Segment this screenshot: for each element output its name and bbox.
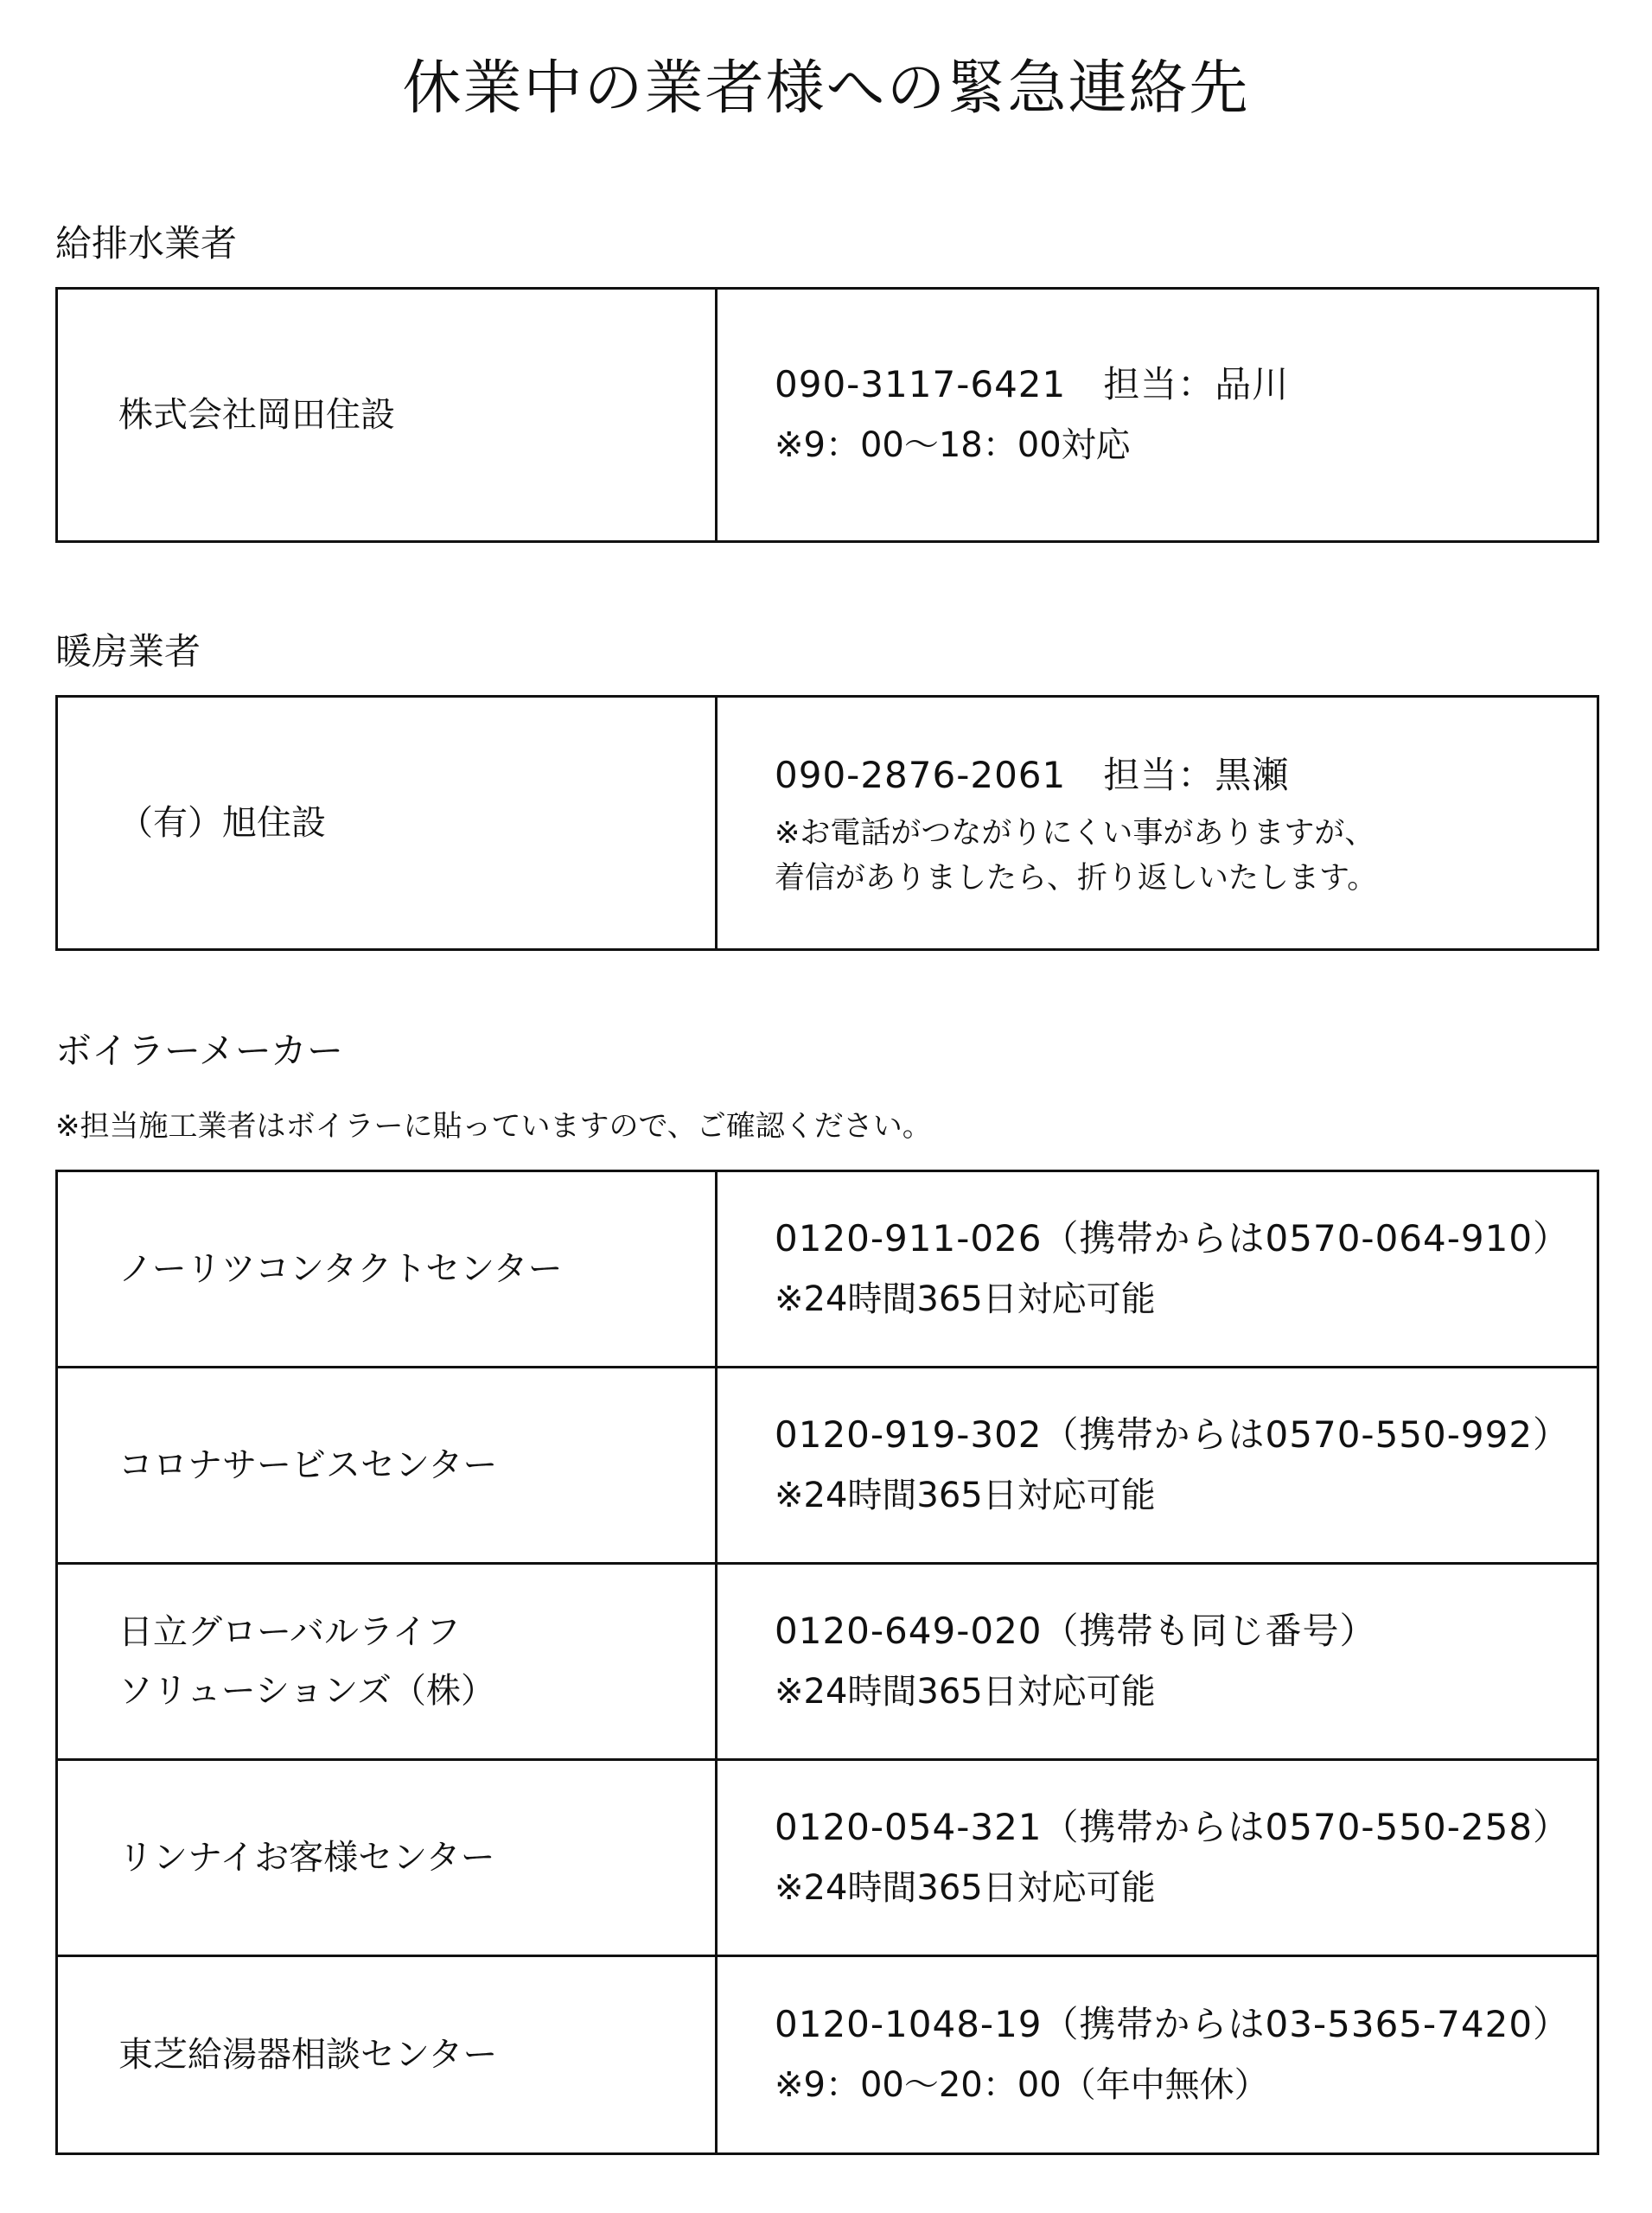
contact-name-cell — [57, 1956, 717, 2154]
contact-note: ※24時間365日対応可能 — [775, 1672, 1156, 1712]
table-row — [57, 289, 1598, 542]
contact-name: リンナイお客様センター — [118, 1838, 495, 1878]
contact-name-cell — [57, 697, 717, 950]
contact-info-cell — [717, 1956, 1598, 2154]
contact-info-cell — [717, 1368, 1598, 1564]
contact-info-cell — [717, 1760, 1598, 1956]
contact-phone: 0120-649-020（携帯も同じ番号） — [775, 1610, 1377, 1652]
contact-phone: 0120-919-302（携帯からは0570-550-992） — [775, 1413, 1571, 1456]
contact-phone: 090-2876-2061 担当：黒瀬 — [775, 754, 1290, 796]
contact-phone: 0120-911-026（携帯からは0570-064-910） — [775, 1217, 1571, 1260]
contact-name-cell — [57, 289, 717, 542]
contact-name-cell — [57, 1760, 717, 1956]
contact-info-cell — [717, 1171, 1598, 1368]
contact-name-line-1: 日立グローバルライフ — [118, 1612, 461, 1652]
contact-note: ※24時間365日対応可能 — [775, 1868, 1156, 1908]
contact-phone: 0120-1048-19（携帯からは03-5365-7420） — [775, 2003, 1571, 2045]
contact-note: ※24時間365日対応可能 — [775, 1476, 1156, 1515]
boiler-contact-table — [55, 1170, 1599, 2155]
contact-note: ※9：00〜20：00（年中無休） — [775, 2065, 1269, 2105]
contact-phone: 0120-054-321（携帯からは0570-550-258） — [775, 1806, 1571, 1848]
contact-info-cell — [717, 1564, 1598, 1760]
contact-name-cell — [57, 1171, 717, 1368]
contact-name: コロナサービスセンター — [118, 1445, 498, 1485]
contact-name: 東芝給湯器相談センター — [118, 2035, 498, 2075]
contact-name: ノーリツコンタクトセンター — [118, 1249, 563, 1289]
contact-note: ※24時間365日対応可能 — [775, 1279, 1156, 1319]
table-row — [57, 1760, 1598, 1956]
contact-note-line-1: ※お電話がつながりにくい事がありますが、 — [775, 816, 1375, 851]
contact-note-line-2: 着信がありましたら、折り返しいたします。 — [775, 861, 1378, 896]
contact-name: 株式会社岡田住設 — [118, 395, 395, 435]
table-row — [57, 1171, 1598, 1368]
contact-name: （有）旭住設 — [118, 803, 326, 843]
section-heading-plumbing: 給排水業者 — [55, 222, 238, 265]
table-row — [57, 1368, 1598, 1564]
contact-name-line-2: ソリューションズ（株） — [118, 1671, 495, 1711]
contact-phone: 090-3117-6421 担当：品川 — [775, 363, 1290, 405]
table-row — [57, 1564, 1598, 1760]
heating-contact-table — [55, 695, 1599, 951]
contact-info-cell — [717, 289, 1598, 542]
plumbing-contact-table — [55, 287, 1599, 543]
section-heading-heating: 暖房業者 — [55, 630, 201, 673]
contact-note: ※9：00〜18：00対応 — [775, 425, 1131, 465]
contact-name-cell — [57, 1368, 717, 1564]
contact-info-cell — [717, 697, 1598, 950]
table-row — [57, 697, 1598, 950]
contact-name-cell — [57, 1564, 717, 1760]
page-title: 休業中の業者様への緊急連絡先 — [402, 54, 1250, 123]
table-row — [57, 1956, 1598, 2154]
boiler-section-note: ※担当施工業者はボイラーに貼っていますので、ご確認ください。 — [55, 1109, 932, 1144]
section-heading-boiler: ボイラーメーカー — [55, 1030, 344, 1072]
